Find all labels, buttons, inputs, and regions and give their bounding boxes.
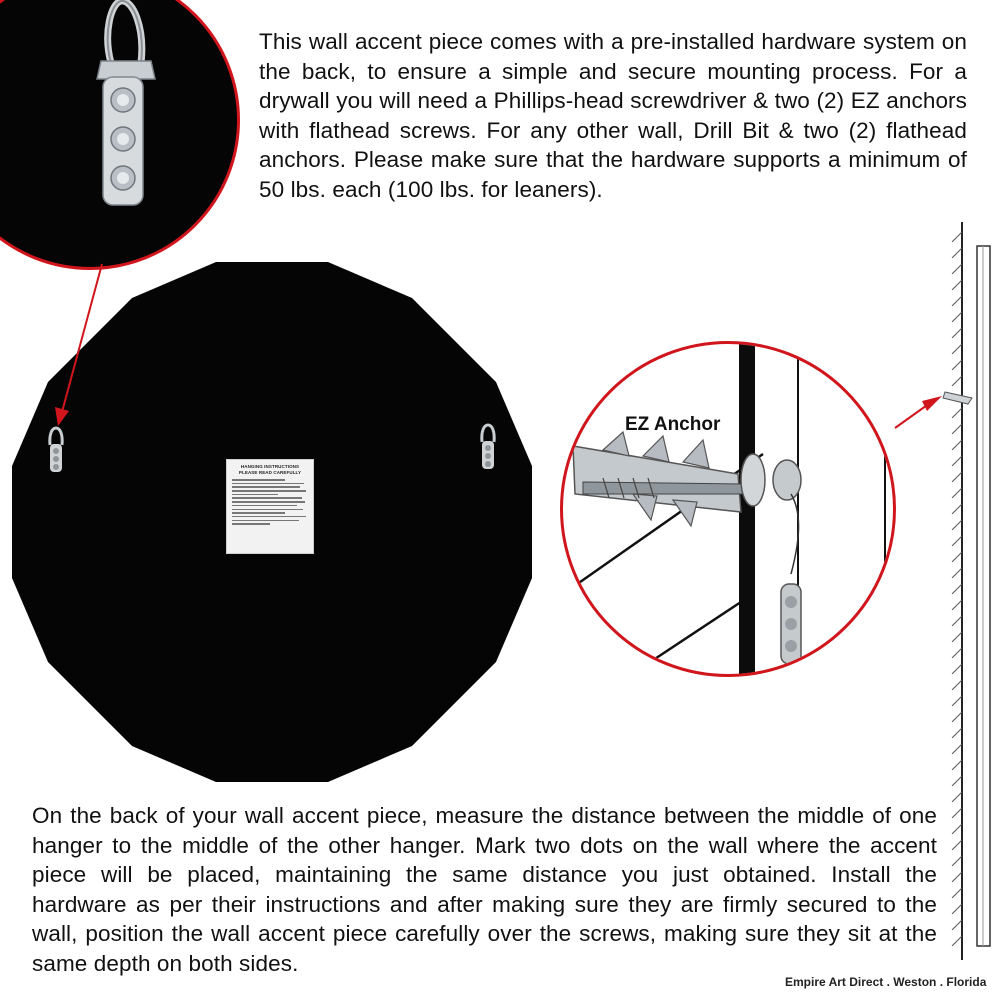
instruction-card-body — [232, 479, 308, 525]
ez-anchor-label: EZ Anchor — [625, 414, 721, 435]
top-instructions-paragraph: This wall accent piece comes with a pre-installed hardware system on the back, to ensure a simple and secure mounting process. For a drywall you will need a Phillips-head screwdriver & two (2) EZ anchors with flathead screws. For any other wall, Drill Bit & two (2) flathead anchors. Please make sure that the hardware supports a minimum of 50 lbs. each (100 lbs. for leaners). — [259, 29, 967, 202]
instruction-card-title: HANGING INSTRUCTIONS — [240, 464, 300, 469]
anchor-detail-circle — [560, 341, 896, 677]
red-arrow-icon — [895, 396, 942, 428]
ez-anchor-screw-icon — [563, 344, 896, 677]
bottom-instructions-paragraph: On the back of your wall accent piece, measure the distance between the middle of one hanger to the middle of the other hanger. Mark two dots on the wall where the accent piece will be placed, maintaining the same distance you just obtained. Install the hardware as per their instructions and after making sure they are firmly secured to the wall, position the wall accent piece carefully over the screws, making sure they sit at the same depth on both sides. — [32, 803, 937, 976]
company-credit: Empire Art Direct . Weston . Florida — [785, 975, 987, 989]
instruction-card — [226, 459, 314, 554]
wall-side-view — [943, 222, 990, 960]
instruction-card-subtitle: PLEASE READ CAREFULLY — [238, 469, 302, 475]
